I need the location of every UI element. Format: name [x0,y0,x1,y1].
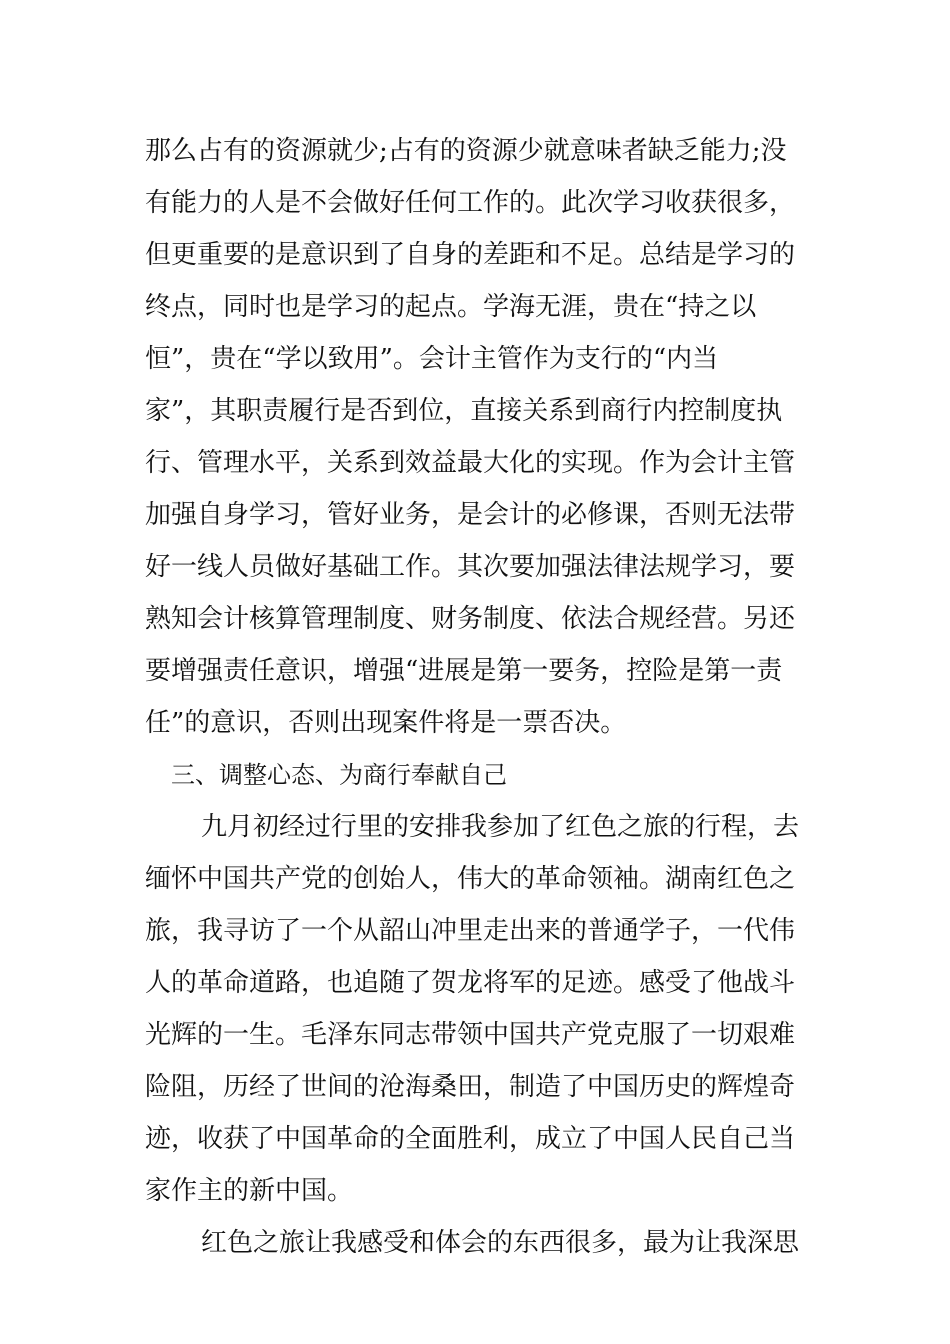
text-line: 要增强责任意识，增强“进展是第一要务，控险是第一责 [145,656,783,686]
text-line: 家”，其职责履行是否到位，直接关系到商行内控制度执 [145,396,783,426]
text-line: 险阻，历经了世间的沧海桑田，制造了中国历史的辉煌奇 [145,1072,796,1102]
text-line: 行、管理水平，关系到效益最大化的实现。作为会计主管 [145,448,796,478]
text-line: 旅，我寻访了一个从韶山冲里走出来的普通学子，一代伟 [145,916,796,946]
text-line: 家作主的新中国。 [145,1176,354,1206]
text-line: 光辉的一生。毛泽东同志带领中国共产党克服了一切艰难 [145,1020,796,1050]
text-line: 缅怀中国共产党的创始人，伟大的革命领袖。湖南红色之 [145,864,796,894]
text-line: 有能力的人是不会做好任何工作的。此次学习收获很多， [145,188,796,218]
text-line: 熟知会计核算管理制度、财务制度、依法合规经营。另还 [145,604,796,634]
text-line: 任”的意识，否则出现案件将是一票否决。 [145,708,627,738]
paragraph-first-line: 红色之旅让我感受和体会的东西很多，最为让我深思 [201,1228,800,1258]
text-line: 迹，收获了中国革命的全面胜利，成立了中国人民自己当 [145,1124,796,1154]
text-line: 终点，同时也是学习的起点。学海无涯，贵在“持之以 [145,292,757,322]
text-line: 人的革命道路，也追随了贺龙将军的足迹。感受了他战斗 [145,968,796,998]
text-line: 那么占有的资源就少;占有的资源少就意味者缺乏能力;没 [145,136,787,166]
text-line: 加强自身学习，管好业务，是会计的必修课，否则无法带 [145,500,796,530]
section-heading: 三、调整心态、为商行奉献自己 [171,761,507,789]
text-line: 但更重要的是意识到了自身的差距和不足。总结是学习的 [145,240,796,270]
text-line: 好一线人员做好基础工作。其次要加强法律法规学习，要 [145,552,796,582]
document-body [145,125,815,1269]
paragraph-first-line: 九月初经过行里的安排我参加了红色之旅的行程，去 [201,812,800,842]
text-line: 恒”，贵在“学以致用”。会计主管作为支行的“内当 [145,344,719,374]
